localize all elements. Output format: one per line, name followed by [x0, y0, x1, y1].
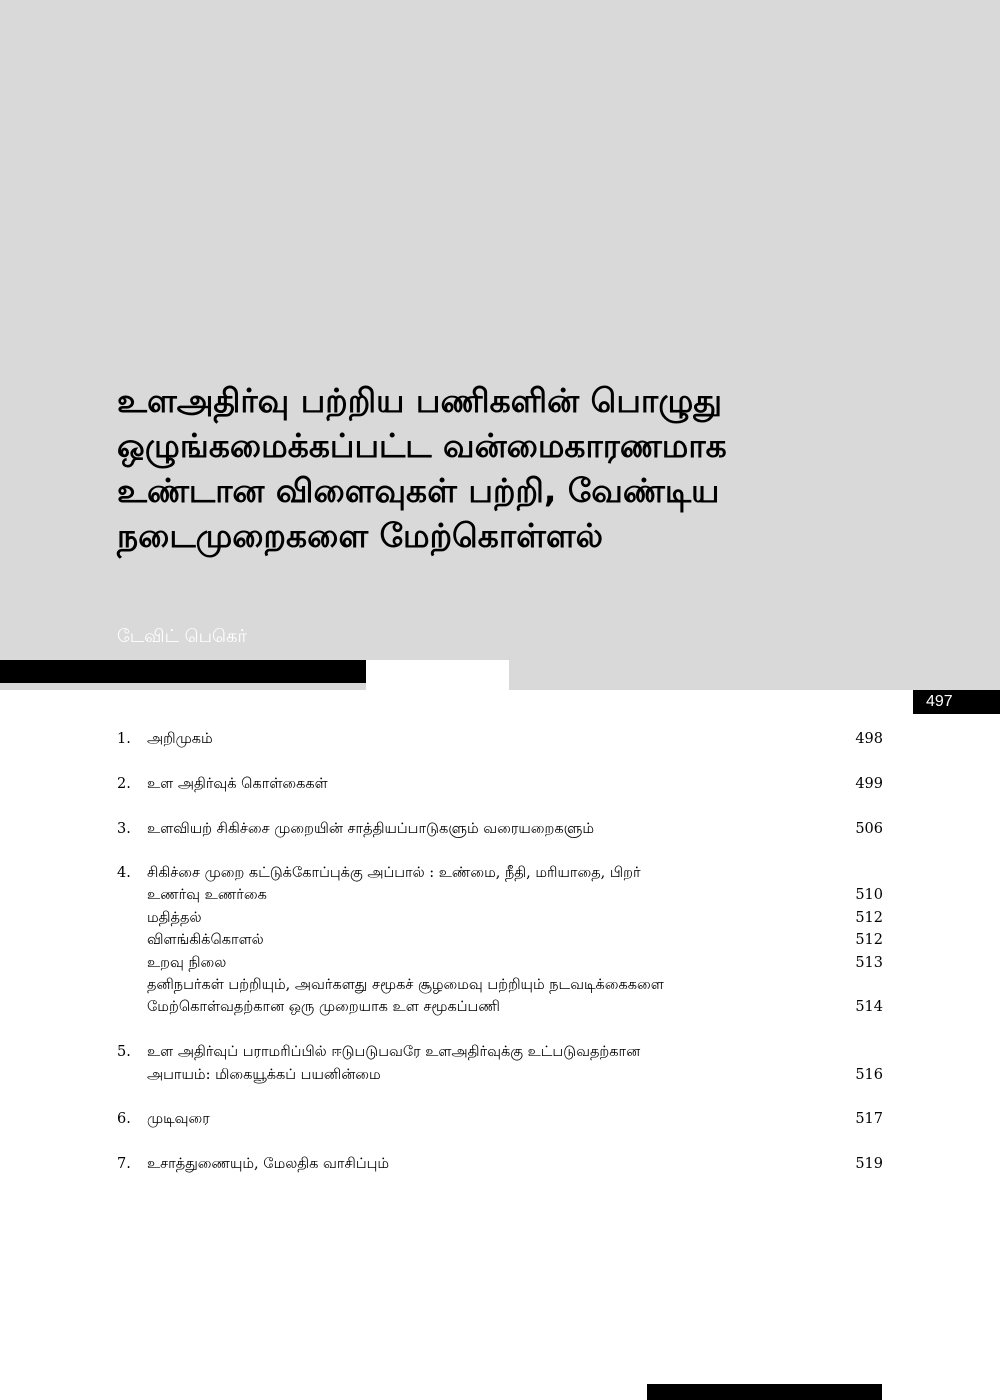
toc-entry [117, 1064, 883, 1086]
toc-entry [117, 929, 883, 951]
chapter-title-line: உளஅதிர்வு பற்றிய பணிகளின் பொழுது [117, 381, 723, 420]
toc-entry [117, 1041, 883, 1063]
decorative-black-bar [0, 660, 366, 683]
decorative-bottom-bar [647, 1384, 882, 1400]
toc-entry-title: அறிமுகம் [147, 731, 213, 747]
toc-entry-page: 510 [855, 887, 883, 903]
toc-entry-page: 516 [855, 1067, 883, 1083]
toc-entry-title: சிகிச்சை முறை கட்டுக்கோப்புக்கு அப்பால் : உண்மை, நீதி, மரியாதை, பிறர் [147, 865, 641, 881]
toc-entry-title: தனிநபர்கள் பற்றியும், அவர்களது சமூகச் சூழமைவு பற்றியும் நடவடிக்கைகளை [147, 977, 664, 993]
toc-entry-page: 512 [855, 910, 883, 926]
toc-entry-page: 519 [855, 1156, 883, 1172]
toc-entry [117, 884, 883, 906]
toc-entry-page: 514 [855, 999, 883, 1015]
toc-entry-title: உளவியற் சிகிச்சை முறையின் சாத்தியப்பாடுகளும் வரையறைகளும் [147, 821, 594, 837]
toc-entry [117, 907, 883, 929]
toc-entry-number: 3. [117, 821, 131, 837]
toc-entry [117, 773, 883, 795]
toc-entry-title: முடிவுரை [147, 1111, 210, 1127]
toc-entry-page: 517 [855, 1111, 883, 1127]
chapter-author: டேவிட் பெகெர் [117, 626, 247, 647]
chapter-title-line: நடைமுறைகளை மேற்கொள்ளல் [117, 516, 604, 555]
chapter-title-line: உண்டான விளைவுகள் பற்றி, வேண்டிய [117, 471, 720, 510]
toc-entry-page: 498 [855, 731, 883, 747]
toc-entry [117, 862, 883, 884]
chapter-title [117, 378, 857, 558]
decorative-white-notch [366, 660, 509, 690]
toc-entry-number: 7. [117, 1156, 131, 1172]
toc-entry-number: 2. [117, 776, 131, 792]
page-number: 497 [913, 690, 1000, 714]
toc-entry-title: விளங்கிக்கொளல் [147, 932, 264, 948]
toc-entry-title: மேற்கொள்வதற்கான ஒரு முறையாக உள சமூகப்பணி [147, 999, 500, 1015]
toc-entry-page: 499 [855, 776, 883, 792]
toc-entry-title: உசாத்துணையும், மேலதிக வாசிப்பும் [147, 1156, 390, 1172]
toc-entry-title: உறவு நிலை [147, 955, 227, 971]
toc-entry-page: 506 [855, 821, 883, 837]
toc-entry [117, 952, 883, 974]
toc-entry [117, 996, 883, 1018]
toc-entry-number: 6. [117, 1111, 131, 1127]
chapter-title-line: ஒழுங்கமைக்கப்பட்ட வன்மைகாரணமாக [117, 426, 727, 465]
toc-entry-title: அபாயம்: மிகையூக்கப் பயனின்மை [147, 1067, 381, 1083]
toc-entry-title: மதித்தல் [147, 910, 202, 926]
toc-entry [117, 974, 883, 996]
toc-entry-number: 1. [117, 731, 131, 747]
toc-entry-title: உள அதிர்வுப் பராமரிப்பில் ஈடுபடுபவரே உளஅதிர்வுக்கு உட்படுவதற்கான [147, 1044, 641, 1060]
chapter-header-band [0, 0, 1000, 690]
toc-entry-title: உணர்வு உணர்கை [147, 887, 267, 903]
toc-entry [117, 728, 883, 750]
toc-entry [117, 1108, 883, 1130]
toc-entry-number: 4. [117, 865, 131, 881]
toc-entry [117, 1153, 883, 1175]
toc-entry-page: 512 [855, 932, 883, 948]
toc-entry-number: 5. [117, 1044, 131, 1060]
toc-entry [117, 818, 883, 840]
toc-entry-title: உள அதிர்வுக் கொள்கைகள் [147, 776, 328, 792]
toc-entry-page: 513 [855, 955, 883, 971]
